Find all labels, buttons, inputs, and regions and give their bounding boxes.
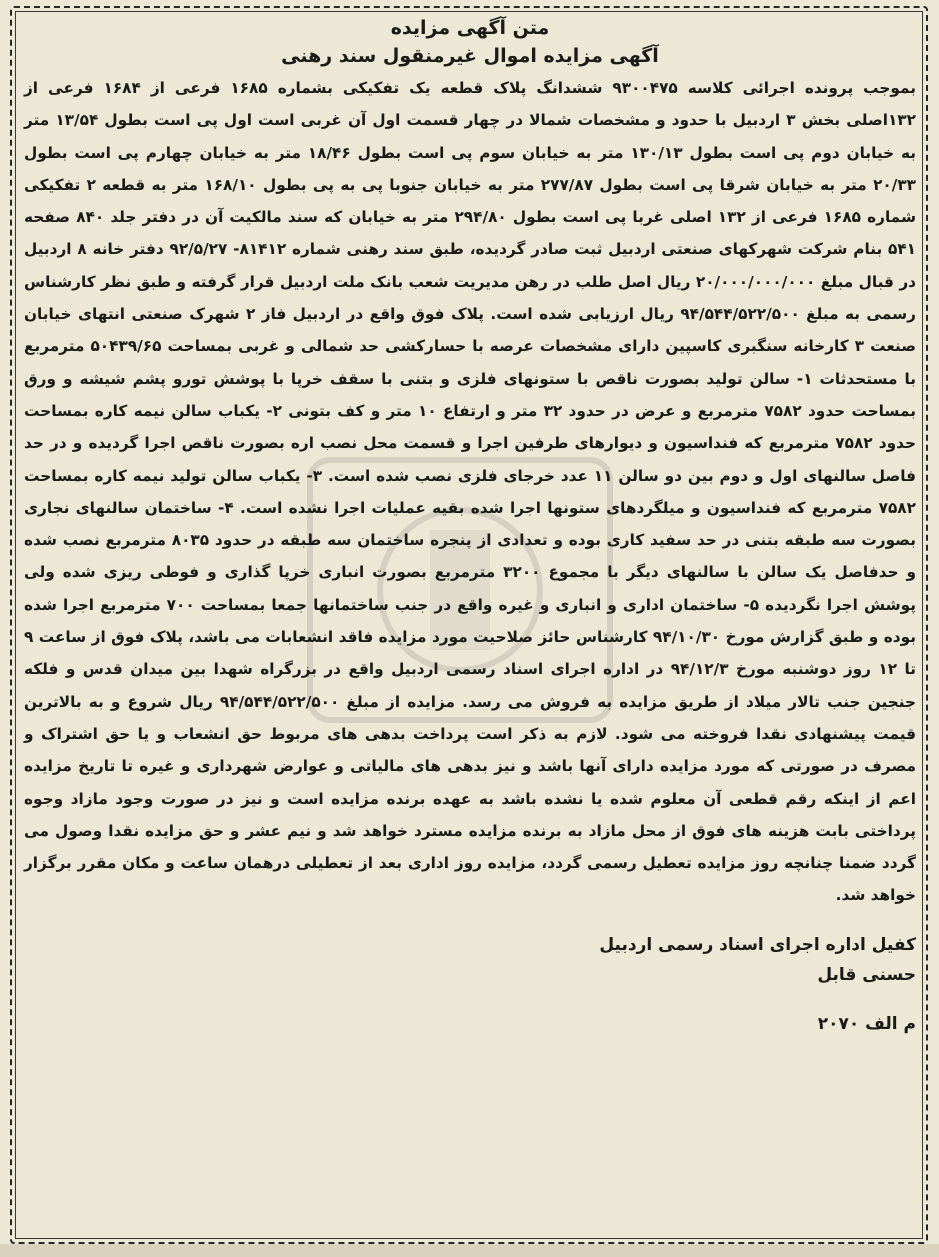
signature-title: کفیل اداره اجرای اسناد رسمی اردبیل: [599, 934, 916, 955]
announcement-subtitle: آگهی مزایده اموال غیرمنقول سند رهنی: [281, 45, 659, 67]
announcement: [24, 14, 916, 1038]
announcement-title: متن آگهی مزایده: [390, 17, 550, 39]
announcement-body: بموجب پرونده اجرائی کلاسه ۹۳۰۰۴۷۵ ششدانگ پلاک قطعه یک تفکیکی بشماره ۱۶۸۵ فرعی از ۱۶۸۴ فرعی از ۱۳۲اصلی بخش ۳ اردبیل با حدود و مشخصات شمالا در چهار قسمت اول آن غربی است اول پی است بطول ۱۳/۵۴ متر به خیابان دوم پی است بطول ۱۳۰/۱۳ متر به خیابان سوم پی است بطول ۱۸/۴۶ متر به خیابان چهارم پی است بطول ۲۰/۳۳ متر به خیابان شرقا پی است بطول ۲۷۷/۸۷ متر به خیابان جنوبا پی به پی بطول ۱۶۸/۱۰ متر به قطعه ۲ تفکیکی شماره ۱۶۸۵ فرعی از ۱۳۲ اصلی غربا پی است بطول ۲۹۴/۸۰ متر به خیابان که سند مالکیت آن در دفتر جلد ۸۴۰ صفحه ۵۴۱ بنام شرکت شهرکهای صنعتی اردبیل ثبت صادر گردیده، طبق سند رهنی شماره ۸۱۴۱۲- ۹۲/۵/۲۷ دفتر خانه ۸ اردبیل در قبال مبلغ ۲۰/۰۰۰/۰۰۰/۰۰۰ ریال اصل طلب در رهن مدیریت شعب بانک ملت اردبیل قرار گرفته و طبق نظر کارشناس رسمی به مبلغ ۹۴/۵۴۴/۵۲۲/۵۰۰ ریال ارزیابی شده است. پلاک فوق واقع در اردبیل فاز ۲ شهرک صنعتی انتهای خیابان صنعت ۳ کارخانه سنگبری کاسپین دارای مشخصات عرصه با حسارکشی حد شمالی و غربی بمساحت ۵۰۴۳۹/۶۵ مترمربع با مستحدثات ۱- سالن تولید بصورت ناقص با ستونهای فلزی و بتنی با سقف خرپا با پوشش تورو پشم شیشه و ورق بمساحت حدود ۷۵۸۲ مترمربع و عرض در حدود ۳۲ متر و ارتفاع ۱۰ متر و کف بتونی ۲- یکباب سالن نیمه کاره بمساحت حدود ۷۵۸۲ مترمربع که فنداسیون و دیوارهای طرفین اجرا و قسمت محل نصب اره بصورت ناقص اجرا گردیده و در حد فاصل سالنهای اول و دوم بین دو سالن ۱۱ عدد خرجای فلزی نصب شده است. ۳- یکباب سالن تولید نیمه کاره بمساحت ۷۵۸۲ مترمربع که فنداسیون و میلگردهای ستونها اجرا شده بقیه عملیات اجرا نشده است. ۴- ساختمان سالنهای نجاری بصورت سه طبقه بتنی در حد سفید کاری بوده و تعدادی از پنجره ساختمان سه طبقه در حدود ۸۰۳۵ مترمربع نصب شده و حدفاصل یک سالن با سالنهای دیگر با مجموع ۳۲۰۰ مترمربع بصورت انباری خرپا گذاری و فوطی ریزی شده ولی پوشش اجرا نگردیده ۵- ساختمان اداری و انباری و غیره واقع در جنب ساختمانها جمعا بمساحت ۷۰۰ مترمربع اجرا شده بوده و طبق گزارش مورخ ۹۴/۱۰/۳۰ کارشناس حائز صلاحیت مورد مزایده فاقد انشعابات می باشد، پلاک فوق از ساعت ۹ تا ۱۲ روز دوشنبه مورخ ۹۴/۱۲/۳ در اداره اجرای اسناد رسمی اردبیل واقع در بزرگراه شهدا بین میدان قدس و فلکه جنجین جنب تالار میلاد از طریق مزایده به فروش می رسد. مزایده از مبلغ ۹۴/۵۴۴/۵۲۲/۵۰۰ ریال شروع و به بالاترین قیمت پیشنهادی نقدا فروخته می شود. لازم به ذکر است پرداخت بدهی های مربوط حق انشعاب و یا حق اشتراک و مصرف در صورتی که مورد مزایده دارای آنها باشد و نیز بدهی های مالیاتی و عوارض شهرداری و غیره تا تاریخ مزایده اعم از اینکه رقم قطعی آن معلوم شده یا نشده باشد به عهده برنده مزایده است و نیز در صورت وجود مازاد وجوه پرداختی بابت هزینه های فوق از محل مازاد به برنده مزایده مسترد خواهد شد و نیم عشر و حق مزایده نقدا وصول می گردد ضمنا چنانچه روز مزایده تعطیل رسمی گردد، مزایده روز اداری بعد از تعطیلی درهمان ساعت و مکان مقرر برگزار خواهد شد.: [24, 79, 917, 905]
signature-block: [24, 930, 916, 990]
bottom-strip: [0, 1244, 939, 1257]
signature-name: حسنی قابل: [817, 964, 916, 985]
reference-number: م الف ۲۰۷۰: [817, 1013, 916, 1034]
